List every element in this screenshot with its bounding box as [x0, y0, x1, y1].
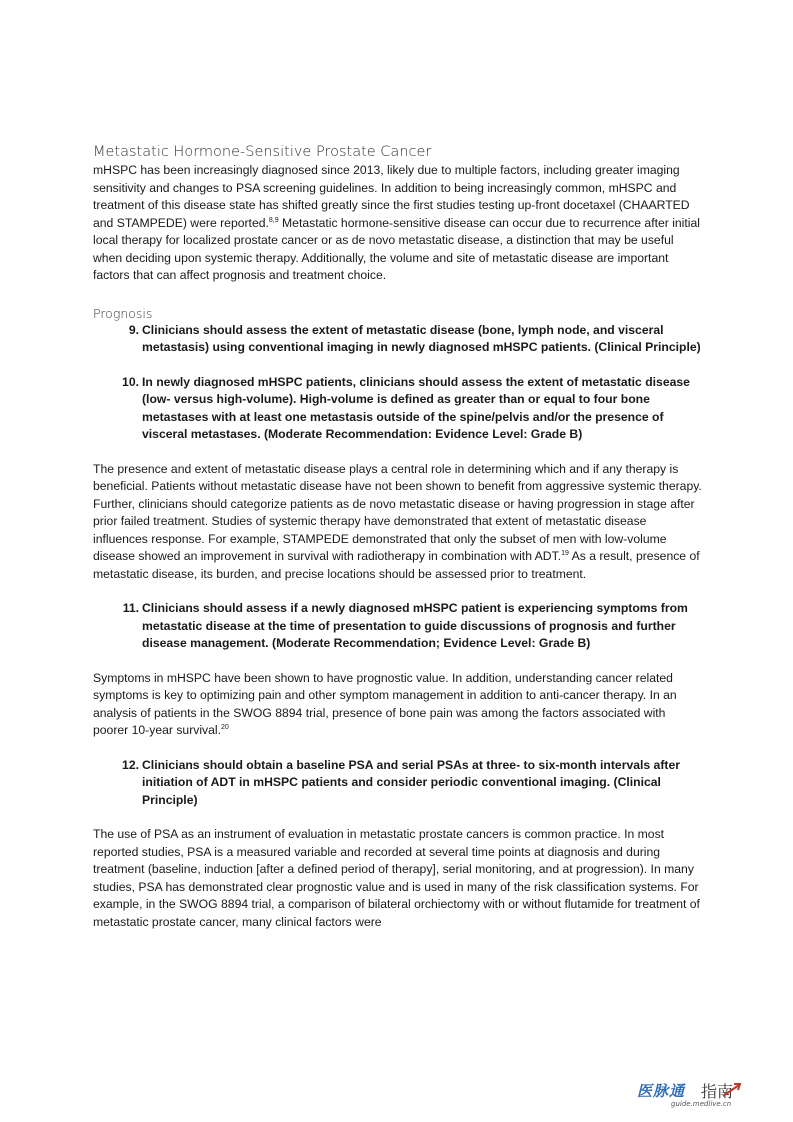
- para2-text-b: As a result, presence of metastatic disease, its burden, and precise locations should be assessed prior to treatment.: [93, 549, 700, 581]
- rec-number: 10.: [122, 374, 139, 389]
- subsection-title: Prognosis: [93, 305, 153, 321]
- rec-text: Clinicians should assess the extent of metastatic disease (bone, lymph node, and visceral metastasis) using conventional imaging in newly diagnosed mHSPC patients. (Clinical Principle): [142, 322, 701, 354]
- rec-number: 12.: [122, 757, 139, 772]
- paragraph-3: [93, 670, 703, 740]
- medlive-logo[interactable]: [637, 1078, 747, 1114]
- recommendation-9: [117, 322, 703, 357]
- rec-number: 11.: [122, 601, 139, 615]
- logo-brand: 医脉通: [637, 1082, 686, 1100]
- section-title: Metastatic Hormone-Sensitive Prostate Cancer: [93, 144, 432, 160]
- paragraph-4: The use of PSA as an instrument of evaluation in metastatic prostate cancers is common practice. In most reported studies, PSA is a measured variable and recorded at several time points at diagnosis and during treatment (baseline, induction [after a defined period of therapy], serial monitoring, and at progression). In many studies, PSA has demonstrated clear prognostic value and is used in many of the risk classification systems. For example, in the SWOG 8894 trial, a comparison of bilateral orchiectomy with or without flutamide for treatment of metastatic prostate cancer, many clinical factors were: [93, 827, 700, 929]
- rec-number: 9.: [128, 322, 139, 337]
- recommendation-12: [117, 757, 703, 810]
- rec-text: Clinicians should assess if a newly diagnosed mHSPC patient is experiencing symptoms from metastatic disease at the time of presentation to guide discussions of prognosis and further disease management. (Moderate Recommendation; Evidence Level: Grade B): [142, 601, 688, 650]
- intro-text-a: mHSPC has been increasingly diagnosed since 2013, likely due to multiple factors, including greater imaging sensitivity and changes to PSA screening guidelines. In addition to being increasingly common, mHSPC and treatment of this disease state has shifted greatly since the first studies testing up-front docetaxel (CHAARTED and STAMPEDE) were reported.: [93, 163, 690, 230]
- logo-brand-suffix: 指南: [701, 1082, 734, 1101]
- paragraph-2: [93, 461, 703, 584]
- para2-text-a: The presence and extent of metastatic disease plays a central role in determining which and if any therapy is beneficial. Patients without metastatic disease have not been shown to benefit from aggressive systemic therapy. Further, clinicians should categorize patients as de novo metastatic disease or having progression in stage after prior failed treatment. Studies of systemic therapy have demonstrated that extent of metastatic disease influences response. For example, STAMPEDE demonstrated that only the subset of men with low-volume disease showed an improvement in survival with radiotherapy in combination with ADT.: [93, 461, 702, 563]
- intro-paragraph: [93, 162, 703, 285]
- rec-text: Clinicians should obtain a baseline PSA and serial PSAs at three- to six-month intervals after initiation of ADT in mHSPC patients and consider periodic conventional imaging. (Clinical Principle): [142, 757, 680, 807]
- recommendation-11: [117, 600, 703, 653]
- para3-text: Symptoms in mHSPC have been shown to have prognostic value. In addition, understanding cancer related symptoms is key to optimizing pain and other symptom management in addition to anti-cancer therapy. In an analysis of patients in the SWOG 8894 trial, presence of bone pain was among the factors associated with poorer 10-year survival.: [93, 670, 677, 737]
- recommendation-10: [117, 374, 703, 444]
- intro-ref[interactable]: 8,9: [268, 216, 279, 224]
- intro-text-b: Metastatic hormone-sensitive disease can occur due to recurrence after initial local therapy for localized prostate cancer or as de novo metastatic disease, a distinction that may be useful when deciding upon systemic therapy. Additionally, the volume and site of metastatic disease are important factors that can affect prognosis and treatment choice.: [93, 215, 700, 282]
- document-page: [93, 142, 703, 931]
- para3-ref[interactable]: 20: [221, 723, 229, 731]
- logo-url: guide.medlive.cn: [671, 1100, 732, 1108]
- arrow-icon: [721, 1082, 743, 1098]
- rec-text: In newly diagnosed mHSPC patients, clinicians should assess the extent of metastatic disease (low- versus high-volume). High-volume is defined as greater than or equal to four bone metastases with at least one metastasis outside of the spine/pelvis and/or the presence of visceral metastases. (Moderate Recommendation: Evidence Level: Grade B): [142, 374, 690, 441]
- para2-ref[interactable]: 19: [561, 549, 569, 557]
